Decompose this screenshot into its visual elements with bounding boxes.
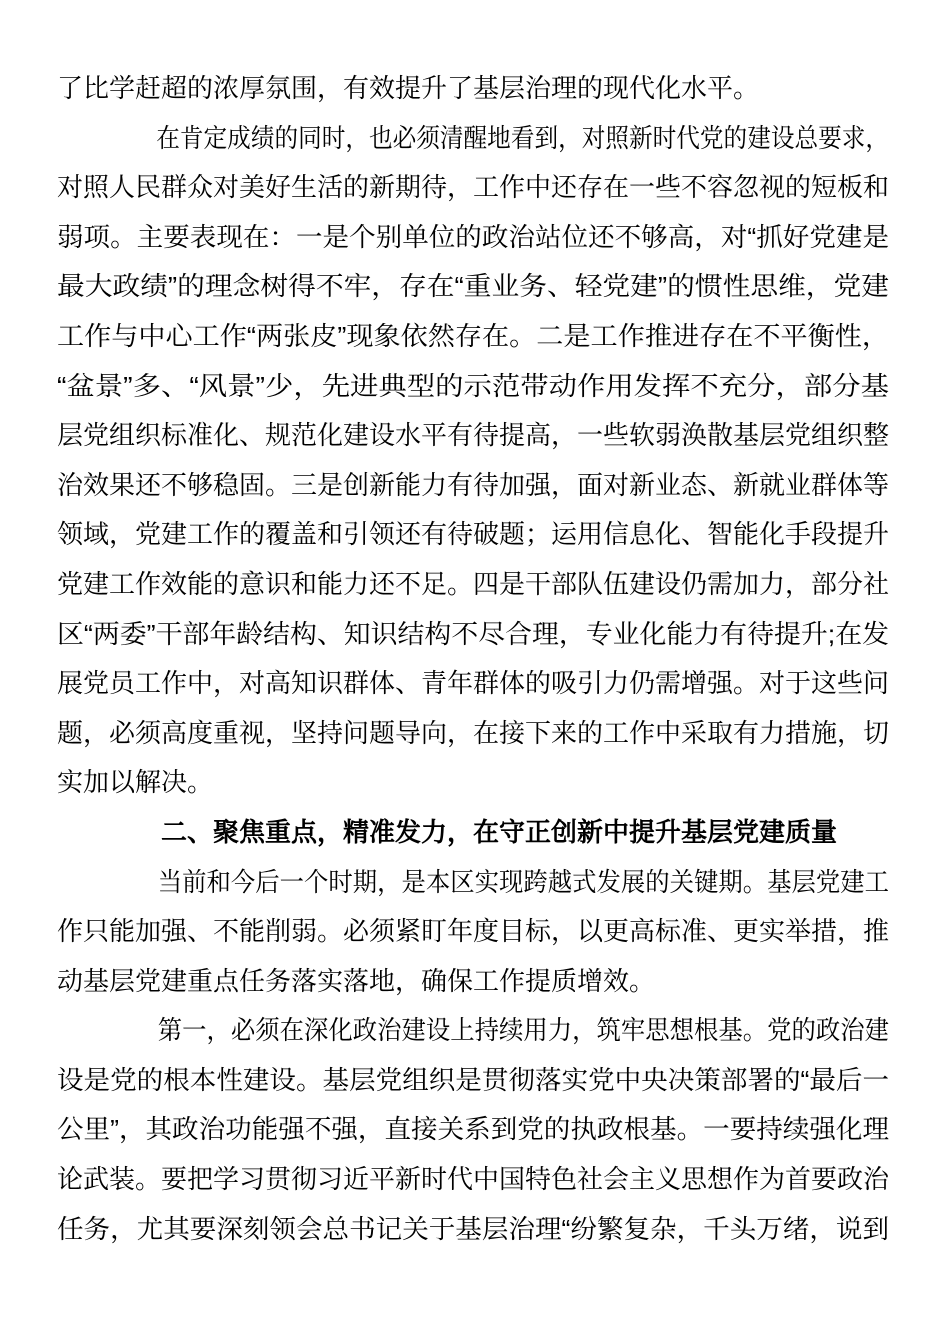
line-text: 设是党的根本性建设。基层党组织是贯彻落实党中央决策部署的“最后一 <box>57 1064 890 1095</box>
paragraph <box>57 858 890 1007</box>
text-line <box>57 510 890 560</box>
text-line <box>57 1205 890 1255</box>
text-line <box>57 1056 890 1106</box>
line-text: 动基层党建重点任务落实落地，确保工作提质增效。 <box>57 965 656 996</box>
text-line <box>57 1155 890 1205</box>
line-text: 作只能加强、不能削弱。必须紧盯年度目标，以更高标准、更实举措，推 <box>57 916 890 947</box>
line-text: 领域，党建工作的覆盖和引领还有待破题；运用信息化、智能化手段提升 <box>57 519 890 550</box>
text-line <box>57 262 890 312</box>
line-text: 区“两委”干部年龄结构、知识结构不尽合理，专业化能力有待提升;在发 <box>57 618 889 649</box>
line-text: 了比学赶超的浓厚氛围，有效提升了基层治理的现代化水平。 <box>57 73 760 103</box>
text-line <box>57 114 890 164</box>
heading-line <box>57 808 890 858</box>
line-text: 任务，尤其要深刻领会总书记关于基层治理“纷繁复杂，千头万绪，说到 <box>57 1213 890 1244</box>
text-line <box>57 709 890 759</box>
line-text: 对照人民群众对美好生活的新期待，工作中还存在一些不容忽视的短板和 <box>57 172 890 203</box>
text-line <box>57 213 890 263</box>
text-line <box>57 758 890 808</box>
text-line <box>57 163 890 213</box>
line-text: 论武装。要把学习贯彻习近平新时代中国特色社会主义思想作为首要政治 <box>57 1164 890 1195</box>
text-line <box>57 659 890 709</box>
line-text: 工作与中心工作“两张皮”现象依然存在。二是工作推进存在不平衡性， <box>57 320 890 351</box>
paragraph <box>57 114 890 808</box>
text-line <box>57 411 890 461</box>
line-text: 当前和今后一个时期，是本区实现跨越式发展的关键期。基层党建工 <box>157 866 890 897</box>
text-line <box>57 362 890 412</box>
paragraph <box>57 64 890 114</box>
text-line <box>57 858 890 908</box>
document-text <box>57 64 890 1254</box>
text-line <box>57 461 890 511</box>
text-line <box>57 1006 890 1056</box>
line-text: 第一，必须在深化政治建设上持续用力，筑牢思想根基。党的政治建 <box>157 1015 890 1046</box>
paragraph <box>57 1006 890 1254</box>
text-line <box>57 907 890 957</box>
line-text: 题，必须高度重视，坚持问题导向，在接下来的工作中采取有力措施，切 <box>57 717 890 748</box>
text-line <box>57 610 890 660</box>
text-line <box>57 957 890 1007</box>
line-text: 二、聚焦重点，精准发力，在守正创新中提升基层党建质量 <box>161 816 838 847</box>
line-text: 最大政绩”的理念树得不牢，存在“重业务、轻党建”的惯性思维，党建 <box>57 271 890 302</box>
text-line <box>57 312 890 362</box>
line-text: 党建工作效能的意识和能力还不足。四是干部队伍建设仍需加力，部分社 <box>57 568 890 599</box>
section-heading <box>57 808 890 858</box>
line-text: 展党员工作中，对高知识群体、青年群体的吸引力仍需增强。对于这些问 <box>57 668 890 699</box>
text-line <box>57 64 890 114</box>
text-line <box>57 560 890 610</box>
line-text: 治效果还不够稳固。三是创新能力有待加强，面对新业态、新就业群体等 <box>57 469 890 500</box>
text-line <box>57 1105 890 1155</box>
line-text: 公里”，其政治功能强不强，直接关系到党的执政根基。一要持续强化理 <box>57 1114 890 1145</box>
line-text: 实加以解决。 <box>57 767 214 798</box>
line-text: 层党组织标准化、规范化建设水平有待提高，一些软弱涣散基层党组织整 <box>57 420 890 451</box>
line-text: 弱项。主要表现在：一是个别单位的政治站位还不够高，对“抓好党建是 <box>57 221 890 252</box>
line-text: 在肯定成绩的同时，也必须清醒地看到，对照新时代党的建设总要求， <box>156 122 890 153</box>
line-text: “盆景”多、“风景”少，先进典型的示范带动作用发挥不充分，部分基 <box>57 370 889 401</box>
